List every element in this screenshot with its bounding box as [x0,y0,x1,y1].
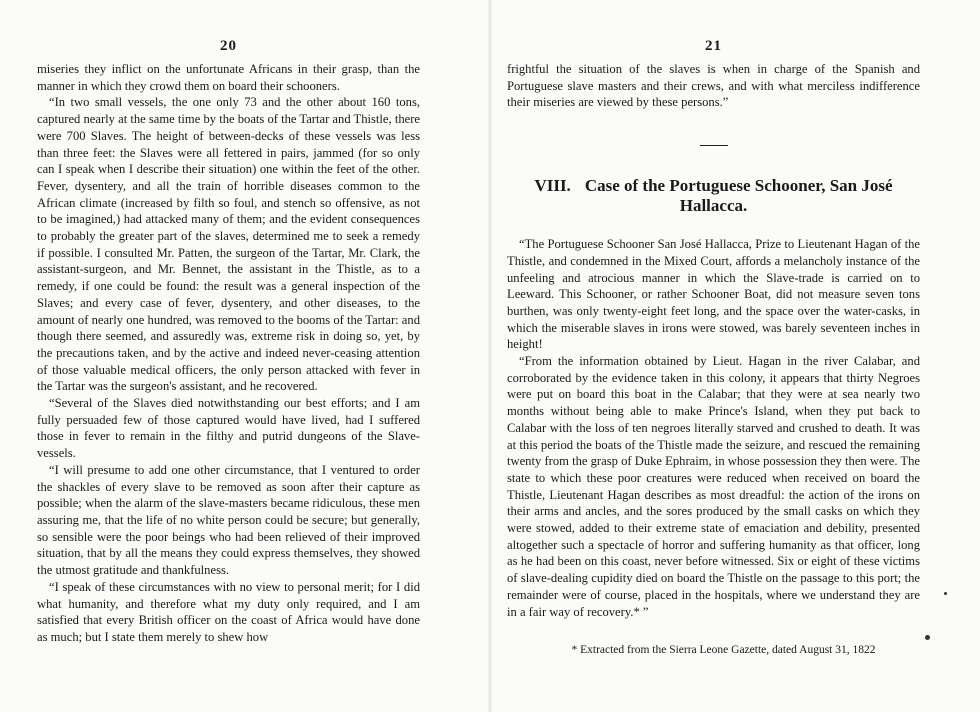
paragraph: “The Portuguese Schooner San José Hallacca, Prize to Lieutenant Hagan of the Thistle, and condemned in the Mixed Court, affords a melancholy instance of the unfeeling and atrocious manner in which the Slave-trade is carried on to Leeward. This Schooner, or rather Schooner Boat, did not measure seven tons burthen, was only twenty-eight feet long, and the space over the water-casks, in which the miserable slaves in irons were stowed, was barely seventeen inches in height! [507,237,920,352]
paragraph: “From the information obtained by Lieut. Hagan in the river Calabar, and corroborated by the evidence taken in this colony, it appears that thirty Negroes were put on board this boat in the Calabar; that they were at sea nearly two months without being able to make Prince's Island, when they put back to Calabar with the loss of ten negroes literally starved and crushed to death. It was at this period the boats of the Thistle made the seizure, and rescued the remaining twenty from the grasp of Duke Ephraim, in whose possession they then were. The state to which these poor creatures were reduced when received on board the Thistle, Lieutenant Hagan describes as most dreadful: the action of the irons on their arms and ancles, and the sores produced by the small casks on which they were stowed, added to their extreme state of emaciation and debility, presented altogether such a spectacle of horror and suffering humanity as that officer, long as he had been on this coast, never before witnessed. Six or eight of these victims of slave-dealing cupidity died on board the Thistle on the passage to this port; the remainder were of course, placed in the hospitals, where we understand they are in a fair way of recovery.* ” [507,354,920,619]
ink-speck [925,635,930,640]
paragraph: “I speak of these circumstances with no view to personal merit; for I did what humanity, and therefore what my duty only required, and I am satisfied that every British officer on the coast of Africa would have done as much; but I state them merely to shew how [37,579,420,644]
right-page [490,0,980,712]
paragraph: “In two small vessels, the one only 73 and the other about 160 tons, captured nearly at the same time by the boats of the Tartar and Thistle, there were 700 Slaves. The height of between-decks of these vessels was less than three feet: the Slaves were all fettered in pairs, jammed (for so only can I speak when I describe their situation) one within the feet of the other. Fever, dysentery, and all the train of horrible diseases common to the African climate (increased by filth so foul, and stench so offensive, as not to be imagined,) had attacked many of them; and the evident consequences to probably the greater part of the slaves, determined me to seek a remedy if possible. I consulted Mr. Patten, the surgeon of the Tartar, Mr. Clark, the assistant-surgeon, and Mr. Bennet, the assistant in the Thistle, as to a remedy, if one could be found: the result was a general inspection of the Slaves; and every case of fever, dysentery, and other diseases, to the amount of nearly one hundred, was removed to the booms of the Tartar: and though there seemed, and assuredly was, extreme risk in doing so, yet, by the precautions taken, and by the active and indeed never-ceasing attention of those valuable medical officers, the only person attacked with fever in the Tartar was the surgeon's assistant, and he recovered. [37,95,420,394]
section-divider [700,145,728,146]
paragraph: miseries they inflict on the unfortunate Africans in their grasp, than the manner in which they crowd them on board their schooners. [37,62,420,93]
section-title: Case of the Portuguese Schooner, San José Hallacca. [584,176,893,216]
page-number: 21 [705,38,722,54]
section-number: VIII. [534,176,571,196]
section-heading [507,176,920,216]
page-number: 20 [220,38,237,54]
ink-speck [944,592,947,595]
paragraph: “Several of the Slaves died notwithstanding our best efforts; and I am fully persuaded few of those captured would have lived, had I suffered those in fever to remain in the filthy and putrid dungeons of the Slave-vessels. [37,396,420,461]
paragraph: “I will presume to add one other circumstance, that I ventured to order the shackles of every slave to be removed as soon after their capture as possible; when the alarm of the slave-masters became ridiculous, these men assuring me, that the life of no white person could be secure; but generally, so sensible were the poor beings who had been relieved of their improved situation, that by all the means they could express themselves, they showed the utmost gratitude and thankfulness. [37,462,420,578]
footnote: * Extracted from the Sierra Leone Gazette, dated August 31, 1822 [571,644,876,657]
paragraph: frightful the situation of the slaves is when in charge of the Spanish and Portuguese slave masters and their crews, and with what merciless indifference their miseries are viewed by these persons.” [507,62,920,110]
